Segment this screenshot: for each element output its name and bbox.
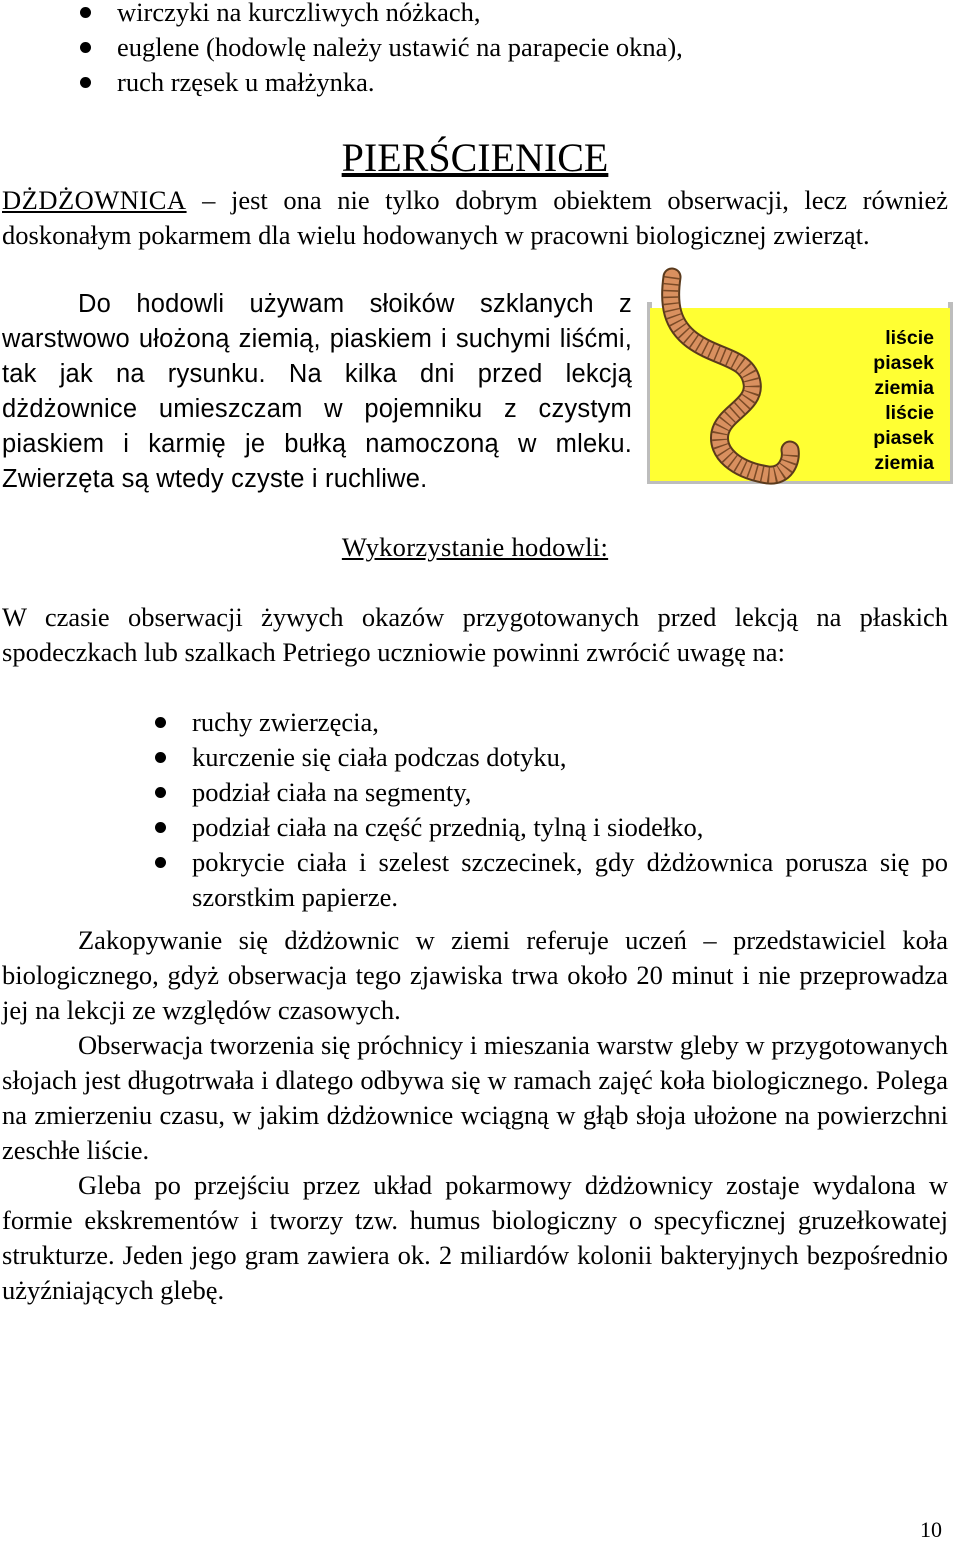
earthworm-icon xyxy=(640,265,800,490)
worm-jar-figure xyxy=(640,265,960,490)
paragraph: Gleba po przejściu przez układ pokarmowy dżdżownicy zostaje wydalona w formie ekskrementów i tworzy tzw. humus biologiczny o specyficznej gruzełkowatej strukturze. Jeden jego gram zawiera ok. 2 miliardów kolonii bakteryjnych bezpośrednio użyźniających glebę. xyxy=(2,1170,948,1305)
usage-intro: W czasie obserwacji żywych okazów przygotowanych przed lekcją na płaskich spodeczkach lub szalkach Petriego uczniowie powinni zwrócić uwagę na: xyxy=(2,602,948,667)
observation-list xyxy=(192,705,948,915)
list-item: ruchy zwierzęcia, xyxy=(192,705,948,740)
list-item: podział ciała na segmenty, xyxy=(192,775,948,810)
paragraph: Zakopywanie się dżdżownic w ziemi referuje uczeń – przedstawiciel koła biologicznego, gdyż obserwacja tego zjawiska trwa około 20 minut i nie przeprowadza jej na lekcji ze względów czasowych. xyxy=(2,925,948,1025)
section-title: PIERŚCIENICE xyxy=(341,135,609,180)
usage-heading: Wykorzystanie hodowli: xyxy=(341,532,609,562)
layer-label: ziemia xyxy=(874,452,934,474)
body-paragraphs xyxy=(2,923,948,1308)
layer-label: liście xyxy=(885,327,934,349)
list-item: ruch rzęsek u małżynka. xyxy=(117,65,937,100)
top-bullet-list xyxy=(117,0,937,100)
breeding-paragraph: Do hodowli używam słoików szklanych z warstwowo ułożoną ziemią, piaskiem i suchymi liśćmi, tak jak na rysunku. Na kilka dni przed lekcją dżdżownice umieszczam w pojemniku z czystym piaskiem i karmię je bułką namoczoną w mleku. Zwierzęta są wtedy czyste i ruchliwe. xyxy=(2,290,632,493)
layer-label: piasek xyxy=(873,427,934,449)
intro-text: – jest ona nie tylko dobrym obiektem obserwacji, lecz również doskonałym pokarmem dla wielu hodowanych w pracowni biologicznej zwierząt. xyxy=(2,185,948,250)
layer-labels xyxy=(844,326,934,476)
list-item: kurczenie się ciała podczas dotyku, xyxy=(192,740,948,775)
list-item: wirczyki na kurczliwych nóżkach, xyxy=(117,0,937,30)
paragraph: Obserwacja tworzenia się próchnicy i mieszania warstw gleby w przygotowanych słojach jest długotrwała i dlatego odbywa się w ramach zajęć koła biologicznego. Polega na zmierzeniu czasu, w jakim dżdżownice wciągną w głąb słoja ułożone na powierzchni zeschłe liście. xyxy=(2,1030,948,1165)
list-item: podział ciała na część przednią, tylną i siodełko, xyxy=(192,810,948,845)
page-number: 10 xyxy=(920,1517,942,1542)
layer-label: liście xyxy=(885,402,934,424)
intro-heading: DŻDŻOWNICA xyxy=(2,185,187,215)
layer-label: ziemia xyxy=(874,377,934,399)
intro-paragraph xyxy=(2,183,948,253)
layer-label: piasek xyxy=(873,352,934,374)
list-item: pokrycie ciała i szelest szczecinek, gdy dżdżownica porusza się po szorstkim papierze. xyxy=(192,845,948,915)
list-item: euglene (hodowlę należy ustawić na parapecie okna), xyxy=(117,30,937,65)
